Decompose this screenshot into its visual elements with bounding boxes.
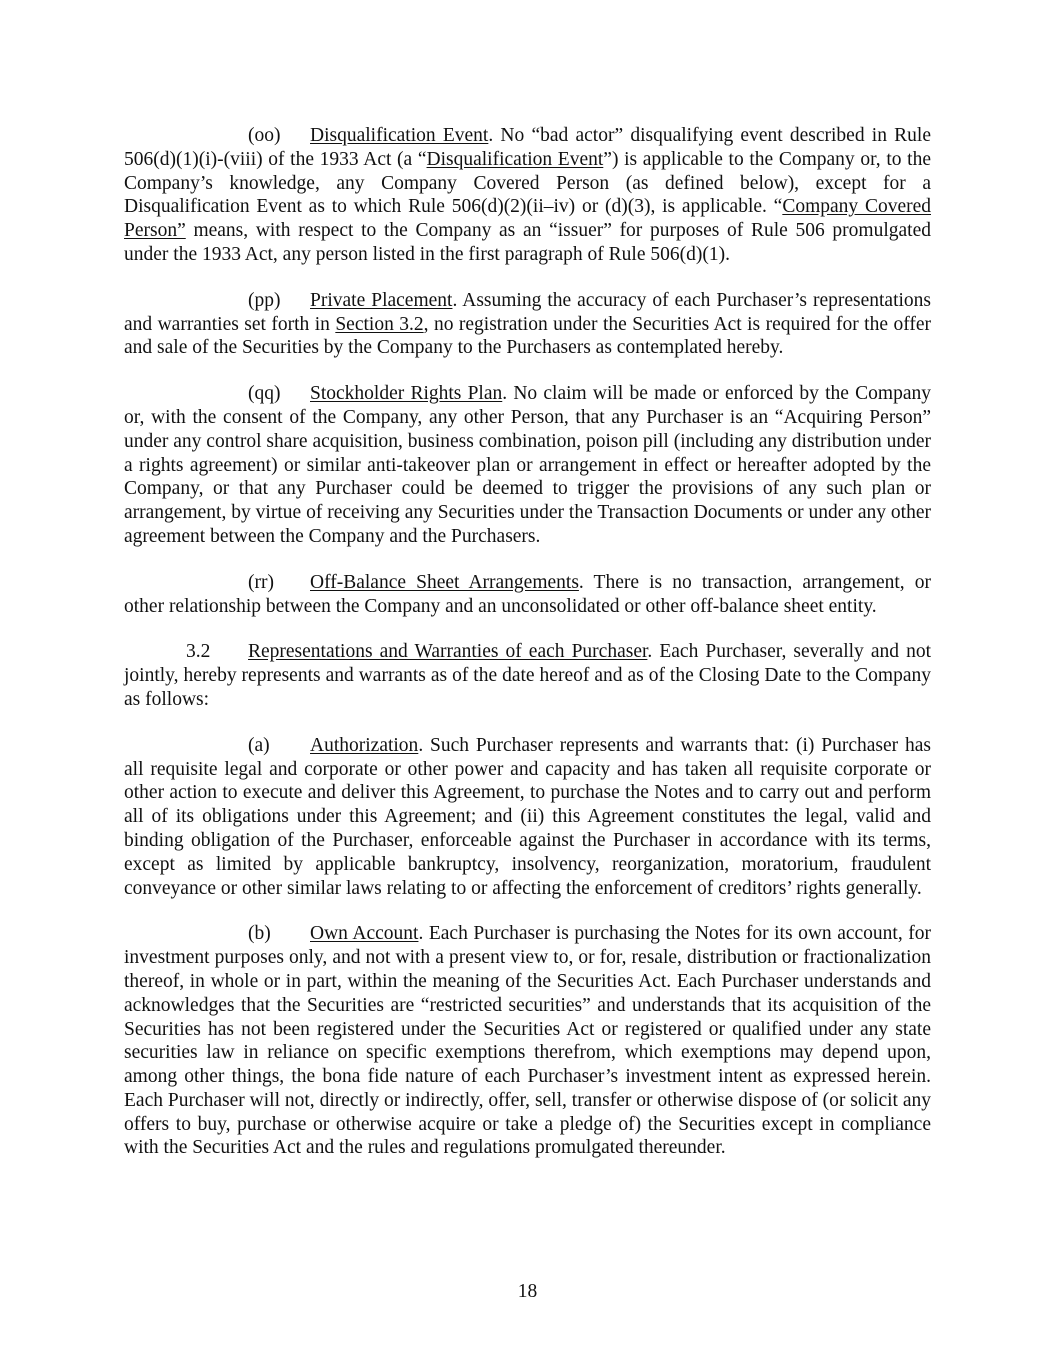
section-title: Own Account: [310, 923, 419, 945]
defined-term: Company Covered Person”: [124, 196, 931, 242]
section-a: [124, 734, 931, 901]
page-number: 18: [517, 1281, 538, 1302]
section-text: . Assuming the accuracy of each Purchaser’s representations and warranties set forth in: [124, 289, 931, 335]
section-rr: [124, 571, 931, 619]
section-title: Disqualification Event: [310, 125, 489, 146]
section-b: [124, 922, 931, 1160]
section-qq: [124, 382, 931, 549]
section-text: . Each Purchaser, severally and not jointly, hereby represents and warrants as of the date hereof and as of the Closing Date to the Company as follows:: [124, 641, 931, 710]
section-3-2: [124, 640, 931, 711]
section-text: . Such Purchaser represents and warrants that: (i) Purchaser has all requisite legal and corporate or other power and capacity and has taken all requisite corporate or other action to execute and deliver this Agreement, to purchase the Notes and to carry out and perform all of its obligations under this Agreement; and (ii) this Agreement constitutes the legal, valid and binding obligation of the Purchaser, enforceable against the Purchaser in accordance with its terms, except as limited by applicable bankruptcy, insolvency, reorganization, moratorium, fraudulent conveyance or other similar laws relating to or affecting the enforcement of creditors’ rights generally.: [124, 734, 931, 899]
section-oo: [124, 124, 931, 267]
defined-term: Disqualification Event: [426, 148, 604, 170]
section-label: (qq): [248, 383, 281, 405]
document-page: [124, 124, 931, 1182]
section-text: . There is no transaction, arrangement, or other relationship between the Company and an unconsolidated or other off-balance sheet entity.: [124, 571, 932, 617]
section-text: means, with respect to the Company as an “issuer” for purposes of Rule 506 promulgated under the 1933 Act, any person listed in the first paragraph of Rule 506(d)(1).: [124, 220, 931, 265]
section-title: Stockholder Rights Plan: [310, 383, 503, 405]
section-title: Representations and Warranties of each Purchaser: [248, 641, 648, 663]
section-text: . No claim will be made or enforced by the Company or, with the consent of the Company, any other Person, that any Purchaser is an “Acquiring Person” under any control share acquisition, business combination, poison pill (including any distribution under a rights agreement) or similar anti-takeover plan or arrangement in effect or hereafter adopted by the Company, or that any Purchaser could be deemed to trigger the provisions of any such plan or arrangement, by virtue of receiving any Securities under the Transaction Documents or under any other agreement between the Company and the Purchasers.: [124, 383, 931, 547]
section-label: (pp): [248, 289, 281, 311]
section-label: (rr): [248, 571, 274, 593]
section-title: Off-Balance Sheet Arrangements: [310, 571, 579, 593]
section-text: ”) is applicable to the Company or, to the Company’s knowledge, any Company Covered Person (as defined below), except for a Disqualification Event as to which Rule 506(d)(2)(ii–iv) or (d)(3), is applicable. “: [124, 148, 931, 218]
section-title: Authorization: [310, 734, 419, 756]
section-reference: Section 3.2: [335, 313, 424, 335]
section-label: (a): [248, 734, 270, 756]
section-text: . Each Purchaser is purchasing the Notes for its own account, for investment purposes only, and not with a present view to, or for, resale, distribution or fractionalization thereof, in whole or in part, within the meaning of the Securities Act. Each Purchaser understands and acknowledges that the Securities are “restricted securities” and understands that its acquisition of the Securities has not been registered under the Securities Act or registered or qualified under any state securities law in reliance on specific exemptions therefrom, which exemptions may depend upon, among other things, the bona fide nature of each Purchaser’s investment intent as expressed herein. Each Purchaser will not, directly or indirectly, offer, sell, transfer or otherwise dispose of (or solicit any offers to buy, purchase or otherwise acquire or take a pledge of) the Securities except in compliance with the Securities Act and the rules and regulations promulgated thereunder.: [124, 923, 932, 1159]
section-pp: [124, 289, 931, 360]
section-title: Private Placement: [310, 289, 453, 311]
section-label: 3.2: [186, 641, 211, 663]
section-label: (b): [248, 923, 271, 945]
section-label: (oo): [248, 125, 281, 146]
section-text: . No “bad actor” disqualifying event described in Rule 506(d)(1)(i)-(viii) of the 1933 Act (a “: [124, 125, 932, 170]
section-text: , no registration under the Securities Act is required for the offer and sale of the Securities by the Company to the Purchasers as contemplated hereby.: [124, 313, 931, 359]
